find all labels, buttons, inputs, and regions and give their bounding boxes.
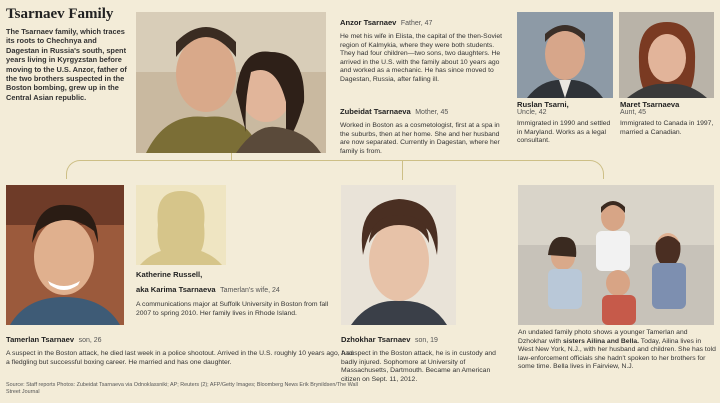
ruslan-text: Immigrated in 1990 and settled in Maryland. Works as a legal consultant. — [517, 120, 611, 145]
dzhokhar-name: Dzhokhar Tsarnaev — [341, 335, 411, 344]
intro-text: The Tsarnaev family, which traces its roots to Chechnya and Dagestan in Russia's south, spent years living in Kyrgyzstan before moving to the U.S. Anzor, father of the two brothers suspected in the Boston bombing, grew up in the Central Asian republic. — [6, 27, 127, 102]
tamerlan-photo — [6, 185, 124, 325]
anzor-block — [340, 12, 510, 85]
ruslan-name: Ruslan Tsarni, — [517, 100, 569, 109]
tamerlan-name: Tamerlan Tsarnaev — [6, 335, 75, 344]
maret-photo-illustration — [619, 12, 714, 98]
ruslan-photo-illustration — [517, 12, 613, 98]
page-title: Tsarnaev Family — [6, 6, 114, 22]
zubeidat-text: Worked in Boston as a cosmetologist, first at a spa in the suburbs, then at her home. She and her husband are now separated. Currently in Dagestan, where her family is from. — [340, 122, 500, 155]
katherine-text: A communications major at Suffolk University in Boston from fall 2007 to spring 2010. Her family lives in Rhode Island. — [136, 301, 329, 317]
dzhokhar-photo-illustration — [341, 185, 456, 325]
dzhokhar-block — [341, 329, 511, 384]
parents-photo-illustration — [136, 12, 326, 153]
caption-part-a: An undated family photo shows a younger Tamerlan and Dzhokhar with — [518, 329, 688, 345]
maret-relation: Aunt, 45 — [620, 109, 647, 116]
ruslan-block — [517, 100, 615, 146]
maret-block — [620, 100, 716, 137]
family-connector-dzhokhar — [402, 160, 403, 180]
ruslan-relation: Uncle, 42 — [517, 109, 547, 116]
anzor-text: He met his wife in Elista, the capital of the then-Soviet region of Kalmykia, where they were both students. They had four children—two sons, two daughters. He arrived in the U.S. with the family about 10 years ago and worked as a mechanic. He has since moved to Dagestan, Russia, after falling ill. — [340, 33, 503, 83]
source-credit: Source: Staff reports Photos: Zubeidat Tsarnaeva via Odnoklassniki; AP; Reuters (2); AFP/Getty Images; Bloomberg News Erik Brynildsen/The Wall Street Journal — [6, 382, 358, 395]
dzhokhar-relation: son, 19 — [414, 337, 438, 344]
tamerlan-photo-illustration — [6, 185, 124, 325]
dzhokhar-text: A suspect in the Boston attack, he is in custody and badly injured. Sophomore at University of Massachusetts, Dartmouth. Became an American citizen on Sept. 11, 2012. — [341, 350, 496, 383]
tamerlan-block — [6, 329, 358, 367]
caption-part-b: Today, Ailina lives in West New York, N.J., with her husband and children. She has told law-enforcement officials she hadn't spoken to her brothers for some time. Bella lives in Fairview, N.J. — [518, 337, 716, 371]
anzor-relation: Father, 47 — [400, 20, 433, 27]
tamerlan-relation: son, 26 — [78, 337, 102, 344]
family-photo — [518, 185, 714, 325]
tamerlan-text: A suspect in the Boston attack, he died last week in a police shootout. Arrived in the U.S. roughly 10 years ago, had a fledgling but successful boxing career. He married and has one daughter. — [6, 350, 353, 366]
family-connector-left — [66, 160, 202, 179]
caption-sisters: sisters Ailina and Bella. — [562, 337, 640, 345]
katherine-block — [136, 270, 336, 318]
katherine-alias: aka Karima Tsarnaeva — [136, 285, 216, 294]
zubeidat-name: Zubeidat Tsarnaeva — [340, 107, 411, 116]
katherine-silhouette — [136, 185, 226, 265]
family-photo-illustration — [518, 185, 714, 325]
maret-photo — [619, 12, 714, 98]
zubeidat-block — [340, 101, 510, 156]
person-silhouette-icon — [136, 185, 226, 265]
anzor-name: Anzor Tsarnaev — [340, 18, 397, 27]
parents-photo — [136, 12, 326, 153]
family-connector-stem — [231, 153, 232, 161]
family-photo-caption — [518, 329, 716, 372]
katherine-name: Katherine Russell, — [136, 270, 203, 279]
maret-name: Maret Tsarnaeva — [620, 100, 680, 109]
ruslan-photo — [517, 12, 613, 98]
dzhokhar-photo — [341, 185, 456, 325]
zubeidat-relation: Mother, 45 — [415, 109, 449, 116]
maret-text: Immigrated to Canada in 1997, married a Canadian. — [620, 120, 714, 136]
katherine-relation: Tamerlan's wife, 24 — [220, 287, 280, 294]
